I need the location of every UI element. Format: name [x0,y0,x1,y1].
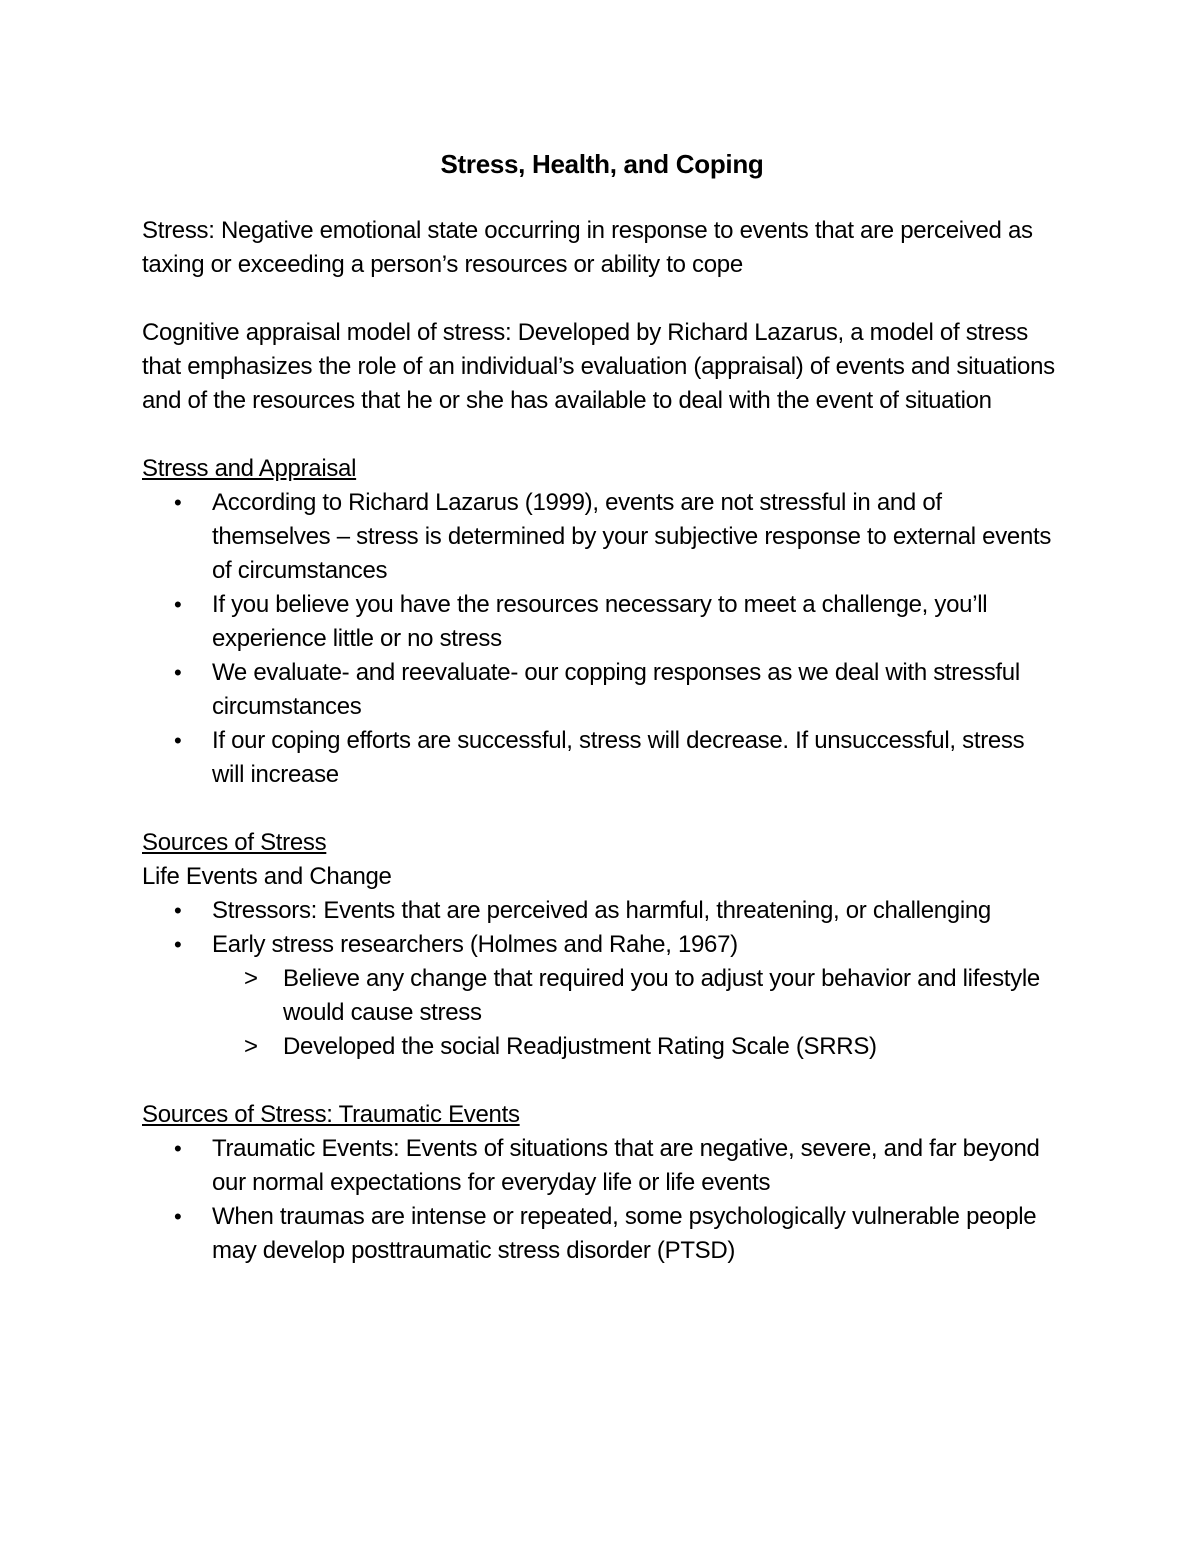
list-item [142,1200,1062,1268]
list-item [142,724,1062,792]
page-title: Stress, Health, and Coping [440,149,764,179]
list-item [142,486,1062,588]
sub-list-item [212,962,1062,1030]
sub-list-item-text: Believe any change that required you to adjust your behavior and lifestyle would cause stress [283,965,1040,1026]
list-item-text: We evaluate- and reevaluate- our copping responses as we deal with stressful circumstances [212,659,1020,720]
section-heading: Stress and Appraisal [142,455,357,482]
bullet-list [142,1132,1062,1268]
bullet-icon: • [174,660,182,685]
bullet-icon: • [174,1136,182,1161]
section-sources-of-stress [142,826,1062,1064]
arrow-bullet-icon: > [244,1033,258,1060]
arrow-bullet-icon: > [244,965,258,992]
list-item-text: Early stress researchers (Holmes and Rahe, 1967) [212,931,738,958]
bullet-icon: • [174,898,182,923]
bullet-list [142,486,1062,792]
section-heading: Sources of Stress: Traumatic Events [142,1101,520,1128]
list-item [142,1132,1062,1200]
list-item-text: Traumatic Events: Events of situations that are negative, severe, and far beyond our normal expectations for everyday life or life events [212,1135,1040,1196]
bullet-icon: • [174,592,182,617]
bullet-list [142,894,1062,1064]
sub-list-item [212,1030,1062,1064]
sub-bullet-list [212,962,1062,1064]
list-item-text: If you believe you have the resources necessary to meet a challenge, you’ll experience little or no stress [212,591,988,652]
list-item [142,588,1062,656]
definition-cognitive-appraisal: Cognitive appraisal model of stress: Developed by Richard Lazarus, a model of stress that emphasizes the role of an individual’s evaluation (appraisal) of events and situations and of the resources that he or she has available to deal with the event of situation [142,319,1055,414]
list-item-text: According to Richard Lazarus (1999), events are not stressful in and of themselves – stress is determined by your subjective response to external events of circumstances [212,489,1052,584]
list-item [142,928,1062,1064]
list-item-text: When traumas are intense or repeated, some psychologically vulnerable people may develop posttraumatic stress disorder (PTSD) [212,1203,1037,1264]
list-item [142,656,1062,724]
section-heading: Sources of Stress [142,829,327,856]
document-page [142,140,1062,1302]
section-stress-and-appraisal [142,452,1062,792]
bullet-icon: • [174,932,182,957]
section-traumatic-events [142,1098,1062,1268]
list-item-text: If our coping efforts are successful, stress will decrease. If unsuccessful, stress will increase [212,727,1025,788]
subheading: Life Events and Change [142,863,392,890]
list-item-text: Stressors: Events that are perceived as harmful, threatening, or challenging [212,897,991,924]
sub-list-item-text: Developed the social Readjustment Rating Scale (SRRS) [283,1033,877,1060]
bullet-icon: • [174,728,182,753]
definition-stress: Stress: Negative emotional state occurring in response to events that are perceived as taxing or exceeding a person’s resources or ability to cope [142,217,1033,278]
bullet-icon: • [174,490,182,515]
bullet-icon: • [174,1204,182,1229]
list-item [142,894,1062,928]
